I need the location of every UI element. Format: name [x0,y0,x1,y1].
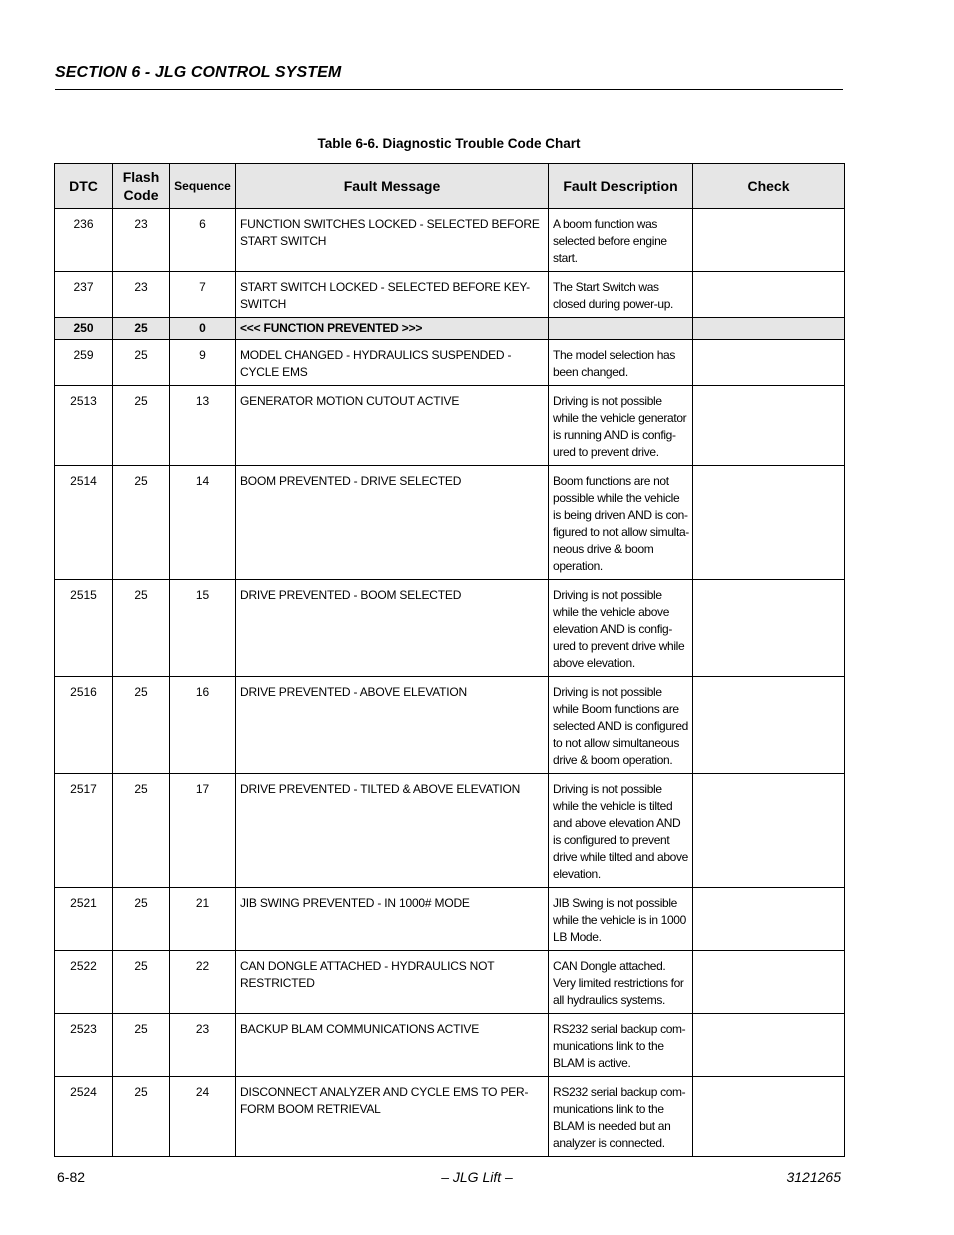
cell-fault-description: RS232 serial backup com-munications link to the BLAM is active. [549,1014,693,1077]
table-row [55,466,845,580]
table-row [55,1014,845,1077]
cell-fault-message: FUNCTION SWITCHES LOCKED - SELECTED BEFORE START SWITCH [236,209,549,272]
cell-fault-message: CAN DONGLE ATTACHED - HYDRAULICS NOT RESTRICTED [236,951,549,1014]
cell-sequence: 0 [170,318,236,340]
cell-sequence: 15 [170,580,236,677]
cell-fault-message: BACKUP BLAM COMMUNICATIONS ACTIVE [236,1014,549,1077]
table-row [55,209,845,272]
cell-flash-code: 25 [113,888,170,951]
cell-fault-description: A boom function was selected before engine start. [549,209,693,272]
cell-dtc: 237 [55,272,113,318]
cell-dtc: 2514 [55,466,113,580]
cell-fault-description: Boom functions are not possible while the vehicle is being driven AND is con-figured to not allow simulta-neous drive & boom operation. [549,466,693,580]
cell-dtc: 2517 [55,774,113,888]
cell-fault-message: JIB SWING PREVENTED - IN 1000# MODE [236,888,549,951]
cell-fault-message: BOOM PREVENTED - DRIVE SELECTED [236,466,549,580]
table-row [55,386,845,466]
section-title: SECTION 6 - JLG CONTROL SYSTEM [55,64,342,81]
cell-dtc: 250 [55,318,113,340]
flash-header-line2: Code [123,187,159,203]
column-header-dtc: DTC [55,164,113,209]
flash-header-line1: Flash [122,169,160,185]
cell-check [693,580,845,677]
cell-sequence: 22 [170,951,236,1014]
diagnostic-trouble-code-table [54,163,845,1157]
cell-dtc: 2521 [55,888,113,951]
table-header-row [55,164,845,209]
column-header-sequence: Sequence [170,164,236,209]
cell-flash-code: 25 [113,386,170,466]
cell-dtc: 236 [55,209,113,272]
column-header-flash-code [113,164,170,209]
cell-dtc: 2523 [55,1014,113,1077]
cell-fault-description: The Start Switch was closed during power-up. [549,272,693,318]
cell-fault-message: DISCONNECT ANALYZER AND CYCLE EMS TO PER-FORM BOOM RETRIEVAL [236,1077,549,1157]
cell-sequence: 17 [170,774,236,888]
table-row [55,272,845,318]
cell-dtc: 2522 [55,951,113,1014]
column-header-fault-description: Fault Description [549,164,693,209]
cell-check [693,272,845,318]
cell-dtc: 2524 [55,1077,113,1157]
cell-dtc: 2516 [55,677,113,774]
document-number: 3121265 [786,1169,841,1185]
cell-flash-code: 25 [113,1077,170,1157]
cell-sequence: 7 [170,272,236,318]
cell-check [693,318,845,340]
cell-flash-code: 25 [113,466,170,580]
cell-fault-description: Driving is not possible while Boom functions are selected AND is configured to not allow simultaneous drive & boom operation. [549,677,693,774]
cell-flash-code: 23 [113,272,170,318]
cell-flash-code: 25 [113,340,170,386]
cell-flash-code: 25 [113,677,170,774]
cell-fault-description: Driving is not possible while the vehicle generator is running AND is config-ured to prevent drive. [549,386,693,466]
table-row-section [55,318,845,340]
cell-check [693,466,845,580]
cell-check [693,888,845,951]
cell-check [693,209,845,272]
cell-fault-description: RS232 serial backup com-munications link to the BLAM is needed but an analyzer is connected. [549,1077,693,1157]
cell-sequence: 24 [170,1077,236,1157]
table-row [55,340,845,386]
cell-check [693,677,845,774]
column-header-fault-message: Fault Message [236,164,549,209]
cell-sequence: 13 [170,386,236,466]
page-number: 6-82 [57,1169,86,1185]
cell-fault-message: DRIVE PREVENTED - TILTED & ABOVE ELEVATION [236,774,549,888]
cell-flash-code: 25 [113,580,170,677]
table-row [55,1077,845,1157]
table-row [55,888,845,951]
cell-check [693,386,845,466]
cell-check [693,951,845,1014]
cell-check [693,340,845,386]
cell-check [693,774,845,888]
cell-flash-code: 25 [113,1014,170,1077]
cell-fault-message: <<< FUNCTION PREVENTED >>> [236,318,549,340]
table-row [55,951,845,1014]
cell-flash-code: 25 [113,774,170,888]
cell-fault-description [549,318,693,340]
cell-fault-description: CAN Dongle attached. Very limited restrictions for all hydraulics systems. [549,951,693,1014]
cell-fault-message: GENERATOR MOTION CUTOUT ACTIVE [236,386,549,466]
cell-fault-message: START SWITCH LOCKED - SELECTED BEFORE KEY-SWITCH [236,272,549,318]
cell-check [693,1014,845,1077]
table-title: Table 6-6. Diagnostic Trouble Code Chart [317,136,581,151]
cell-fault-description: Driving is not possible while the vehicle is tilted and above elevation AND is configured to prevent drive while tilted and above elevation. [549,774,693,888]
table-row [55,774,845,888]
cell-fault-description: Driving is not possible while the vehicle above elevation AND is config-ured to prevent drive while above elevation. [549,580,693,677]
cell-dtc: 259 [55,340,113,386]
cell-sequence: 6 [170,209,236,272]
cell-dtc: 2515 [55,580,113,677]
cell-fault-description: The model selection has been changed. [549,340,693,386]
cell-fault-message: DRIVE PREVENTED - ABOVE ELEVATION [236,677,549,774]
cell-sequence: 21 [170,888,236,951]
cell-dtc: 2513 [55,386,113,466]
cell-fault-description: JIB Swing is not possible while the vehicle is in 1000 LB Mode. [549,888,693,951]
cell-sequence: 16 [170,677,236,774]
cell-fault-message: MODEL CHANGED - HYDRAULICS SUSPENDED - CYCLE EMS [236,340,549,386]
column-header-check: Check [693,164,845,209]
publisher-footer: – JLG Lift – [441,1169,513,1185]
header-rule [55,89,843,90]
cell-flash-code: 23 [113,209,170,272]
table-row [55,580,845,677]
cell-flash-code: 25 [113,951,170,1014]
cell-sequence: 23 [170,1014,236,1077]
cell-fault-message: DRIVE PREVENTED - BOOM SELECTED [236,580,549,677]
table-row [55,677,845,774]
cell-flash-code: 25 [113,318,170,340]
cell-check [693,1077,845,1157]
cell-sequence: 9 [170,340,236,386]
cell-sequence: 14 [170,466,236,580]
